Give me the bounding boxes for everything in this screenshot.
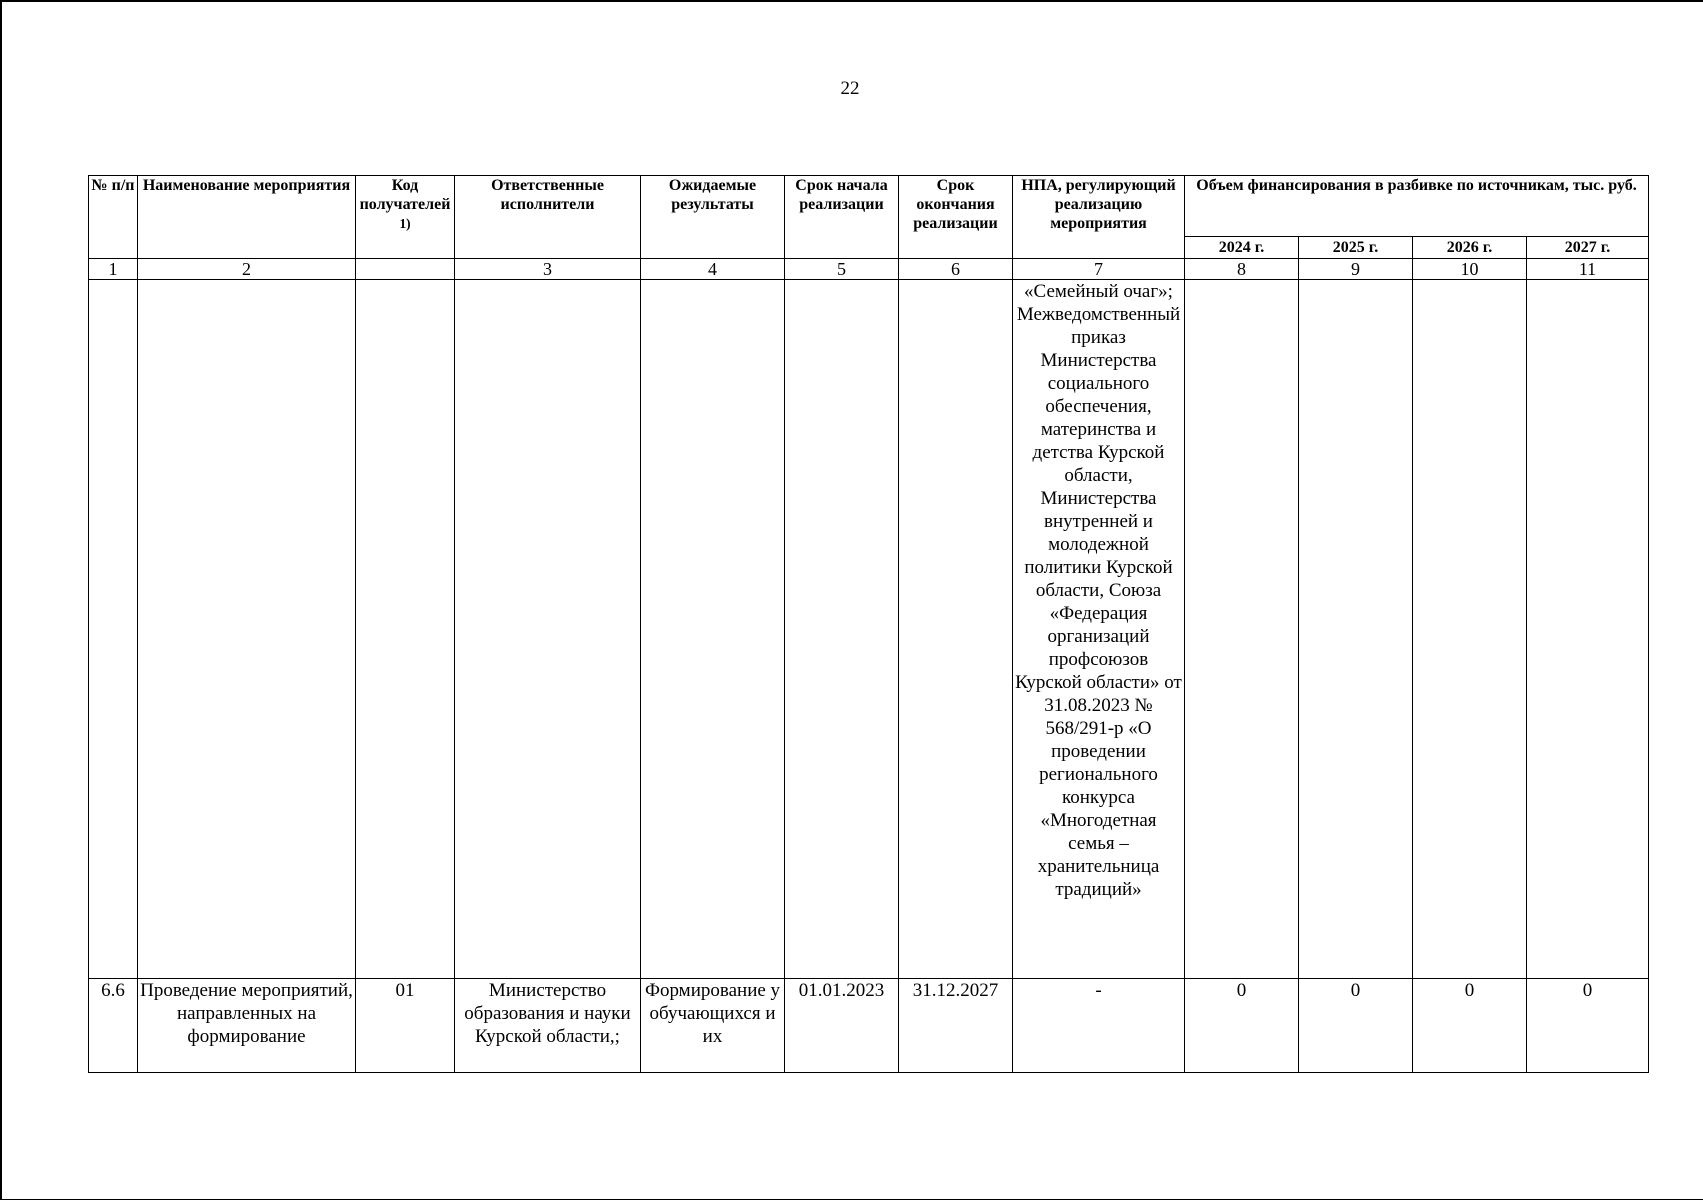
header-npa: НПА, регулирующий реализацию мероприятия [1013,176,1185,259]
cell-empty [641,280,785,979]
cell-name: Проведение мероприятий, направленных на формирование [138,979,356,1073]
scan-border-left [0,0,2,1200]
cell-2027: 0 [1527,979,1649,1073]
cell-empty [785,280,899,979]
column-number: 3 [455,259,641,280]
column-number: 1 [89,259,138,280]
header-year-2025: 2025 г. [1299,237,1413,259]
header-year-2026: 2026 г. [1413,237,1527,259]
scan-border-top [0,0,1703,2]
column-number: 2 [138,259,356,280]
header-name: Наименование мероприятия [138,176,356,259]
continuation-row [89,280,1649,979]
column-number: 4 [641,259,785,280]
header-results: Ожидаемые результаты [641,176,785,259]
header-num: № п/п [89,176,138,259]
cell-num: 6.6 [89,979,138,1073]
cell-empty [899,280,1013,979]
cell-empty [1185,280,1299,979]
cell-empty [1413,280,1527,979]
cell-npa-continuation: «Семейный очаг»; Межведомственный приказ Министерства социального обеспечения, материнства и детства Курской области, Министерства внутренней и молодежной политики Курской области, Союза «Федерация организаций профсоюзов Курской области» от 31.08.2023 № 568/291-р «О проведении регионального конкурса «Многодетная семья – хранительница традиций» [1013,280,1185,979]
column-number: 6 [899,259,1013,280]
cell-responsible: Министерство образования и науки Курской области,; [455,979,641,1073]
cell-2026: 0 [1413,979,1527,1073]
column-number: 9 [1299,259,1413,280]
column-number: 11 [1527,259,1649,280]
cell-empty [356,280,455,979]
cell-end: 31.12.2027 [899,979,1013,1073]
cell-empty [455,280,641,979]
cell-empty [1299,280,1413,979]
cell-start: 01.01.2023 [785,979,899,1073]
cell-empty [138,280,356,979]
column-number: 5 [785,259,899,280]
cell-empty [89,280,138,979]
header-year-2027: 2027 г. [1527,237,1649,259]
column-number: 8 [1185,259,1299,280]
page-number: 22 [840,78,860,99]
header-code [356,176,455,259]
column-number [356,259,455,280]
column-number-row [89,259,1649,280]
header-code-footnote: 1) [399,216,411,231]
header-code-text: Код получателей [359,177,451,213]
program-activities-table [88,175,1649,1073]
header-funding: Объем финансирования в разбивке по источникам, тыс. руб. [1185,176,1649,237]
column-number: 7 [1013,259,1185,280]
cell-code: 01 [356,979,455,1073]
cell-npa: - [1013,979,1185,1073]
cell-empty [1527,280,1649,979]
header-start: Срок начала реализации [785,176,899,259]
header-responsible: Ответственные исполнители [455,176,641,259]
cell-2024: 0 [1185,979,1299,1073]
table-row [89,979,1649,1073]
cell-results: Формирование у обучающихся и их [641,979,785,1073]
header-row [89,176,1649,237]
cell-2025: 0 [1299,979,1413,1073]
column-number: 10 [1413,259,1527,280]
header-year-2024: 2024 г. [1185,237,1299,259]
header-end: Срок окончания реализации [899,176,1013,259]
